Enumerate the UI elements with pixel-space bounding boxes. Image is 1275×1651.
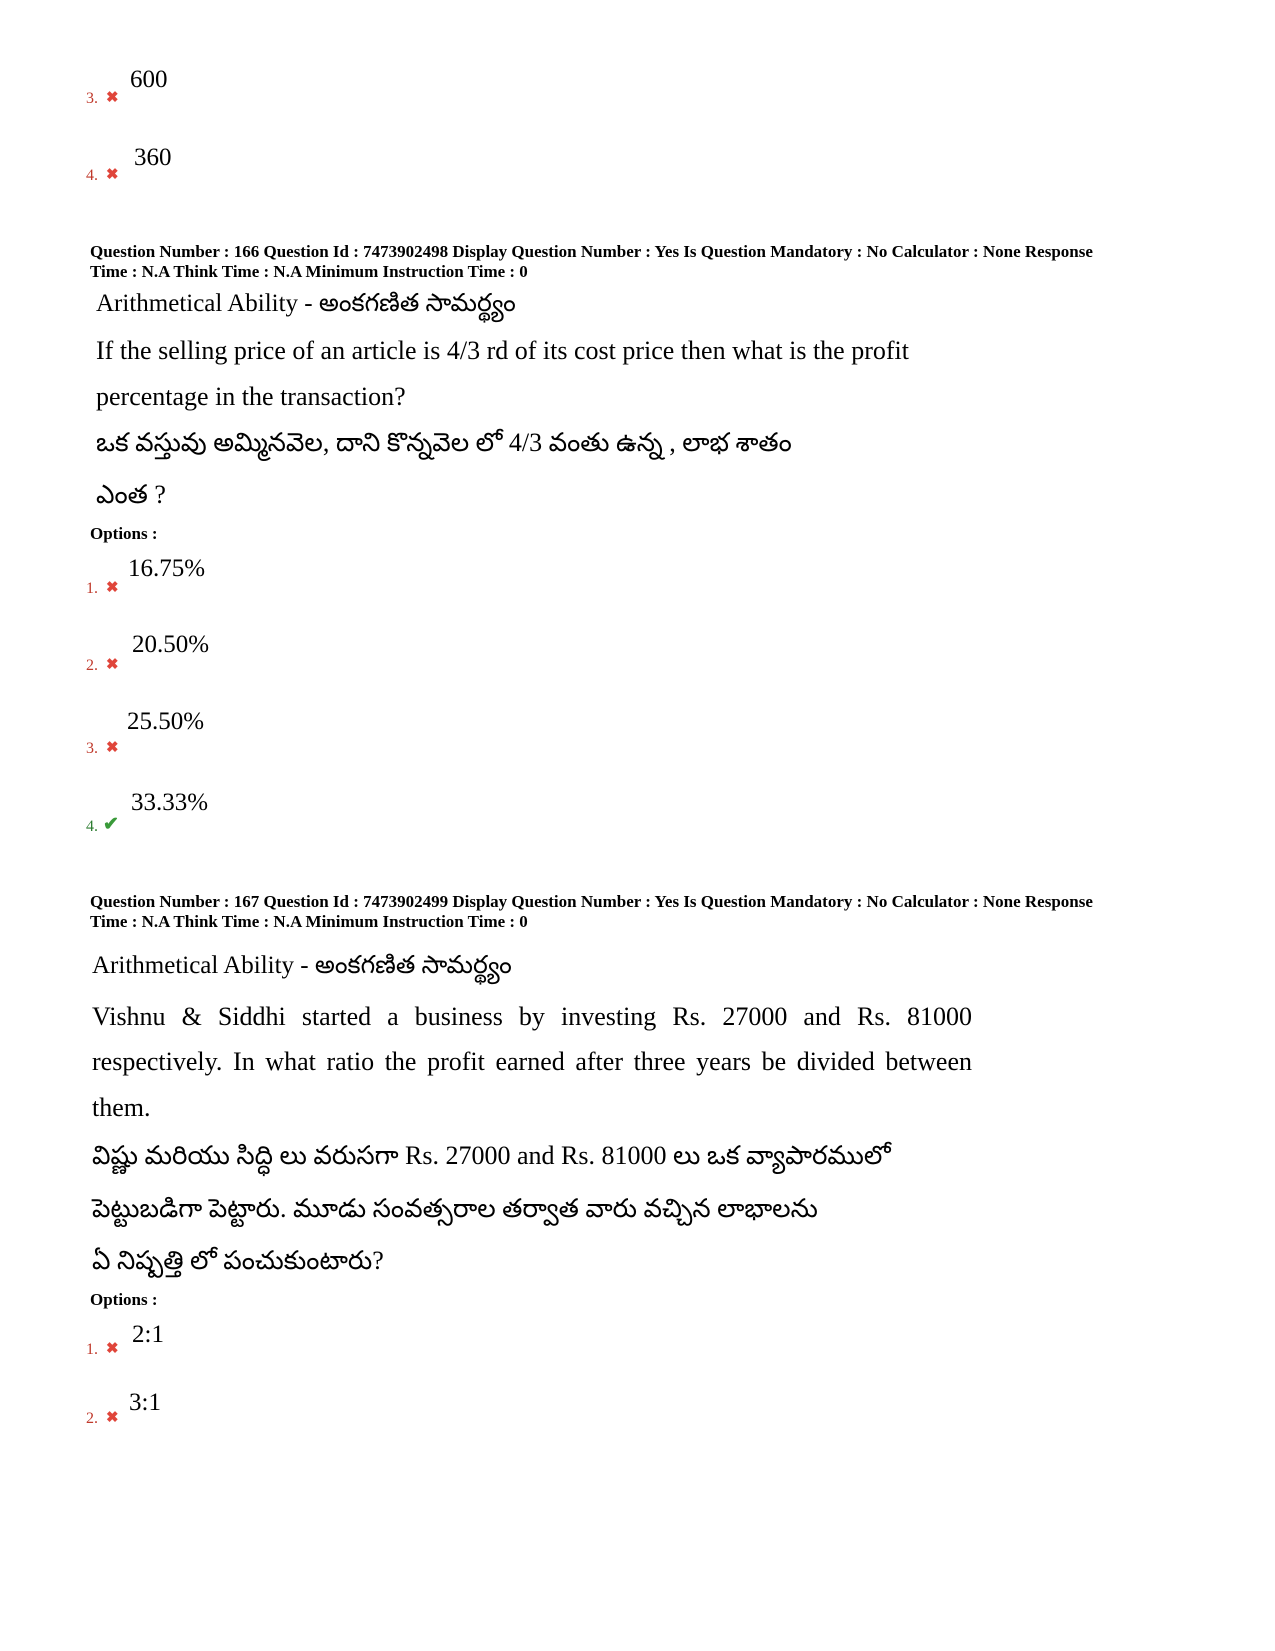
option-number: 2. [86, 1410, 98, 1427]
option-number: 4. [86, 818, 98, 835]
option-value: 20.50% [132, 631, 210, 658]
subject-label: Arithmetical Ability - అంకగణిత సామర్థ్యం [96, 290, 516, 317]
option-number: 1. [86, 1341, 98, 1358]
question-text-te-2: పెట్టుబడిగా పెట్టారు. మూడు సంవత్సరాల తర్వాత వారు వచ్చిన లాభాలను [92, 1194, 818, 1223]
wrong-icon: ✖ [106, 580, 119, 596]
question-text-en-2: respectively. In what ratio the profit earned after three years be divided between [92, 1047, 972, 1076]
option-number: 4. [86, 167, 98, 184]
option-value: 600 [130, 66, 168, 93]
meta-line-2: Time : N.A Think Time : N.A Minimum Instruction Time : 0 [90, 912, 528, 931]
wrong-icon: ✖ [106, 1341, 119, 1357]
option-value: 3:1 [129, 1389, 161, 1416]
option-number: 3. [86, 740, 98, 757]
option-value: 2:1 [132, 1321, 164, 1348]
question-text-te-1: ఒక వస్తువు అమ్మినవెల, దాని కొన్నవెల లో 4/3 వంతు ఉన్న , లాభ శాతం [96, 428, 792, 457]
meta-line-1: Question Number : 167 Question Id : 7473902499 Display Question Number : Yes Is Question Mandatory : No Calculator : None Response [90, 892, 1093, 911]
subject-label: Arithmetical Ability - అంకగణిత సామర్థ్యం [92, 952, 512, 979]
option-value: 25.50% [127, 708, 205, 735]
wrong-icon: ✖ [106, 657, 119, 673]
wrong-icon: ✖ [106, 167, 119, 183]
question-meta [90, 242, 1190, 282]
question-text-te-3: ఏ నిష్పత్తి లో పంచుకుంటారు? [92, 1246, 384, 1275]
question-text-en-1: If the selling price of an article is 4/3 rd of its cost price then what is the profit [96, 336, 909, 365]
option-value: 360 [134, 144, 172, 171]
check-icon: ✔ [103, 814, 119, 835]
question-meta [90, 892, 1190, 932]
question-text-te-2: ఎంత ? [96, 480, 166, 509]
wrong-icon: ✖ [106, 1410, 119, 1426]
meta-line-2: Time : N.A Think Time : N.A Minimum Instruction Time : 0 [90, 262, 528, 281]
question-text-en-1: Vishnu & Siddhi started a business by investing Rs. 27000 and Rs. 81000 [92, 1002, 972, 1031]
question-text-te-1: విష్ణు మరియు సిద్ధి లు వరుసగా Rs. 27000 and Rs. 81000 లు ఒక వ్యాపారములో [92, 1141, 891, 1170]
options-label: Options : [90, 524, 158, 543]
question-text-en-2: percentage in the transaction? [96, 382, 406, 411]
meta-line-1: Question Number : 166 Question Id : 7473902498 Display Question Number : Yes Is Question Mandatory : No Calculator : None Response [90, 242, 1093, 261]
option-value: 33.33% [131, 789, 209, 816]
options-label: Options : [90, 1290, 158, 1309]
option-number: 1. [86, 580, 98, 597]
wrong-icon: ✖ [106, 740, 119, 756]
option-number: 2. [86, 657, 98, 674]
question-text-en-3: them. [92, 1093, 151, 1122]
option-number: 3. [86, 90, 98, 107]
wrong-icon: ✖ [106, 90, 119, 106]
option-value: 16.75% [128, 555, 206, 582]
